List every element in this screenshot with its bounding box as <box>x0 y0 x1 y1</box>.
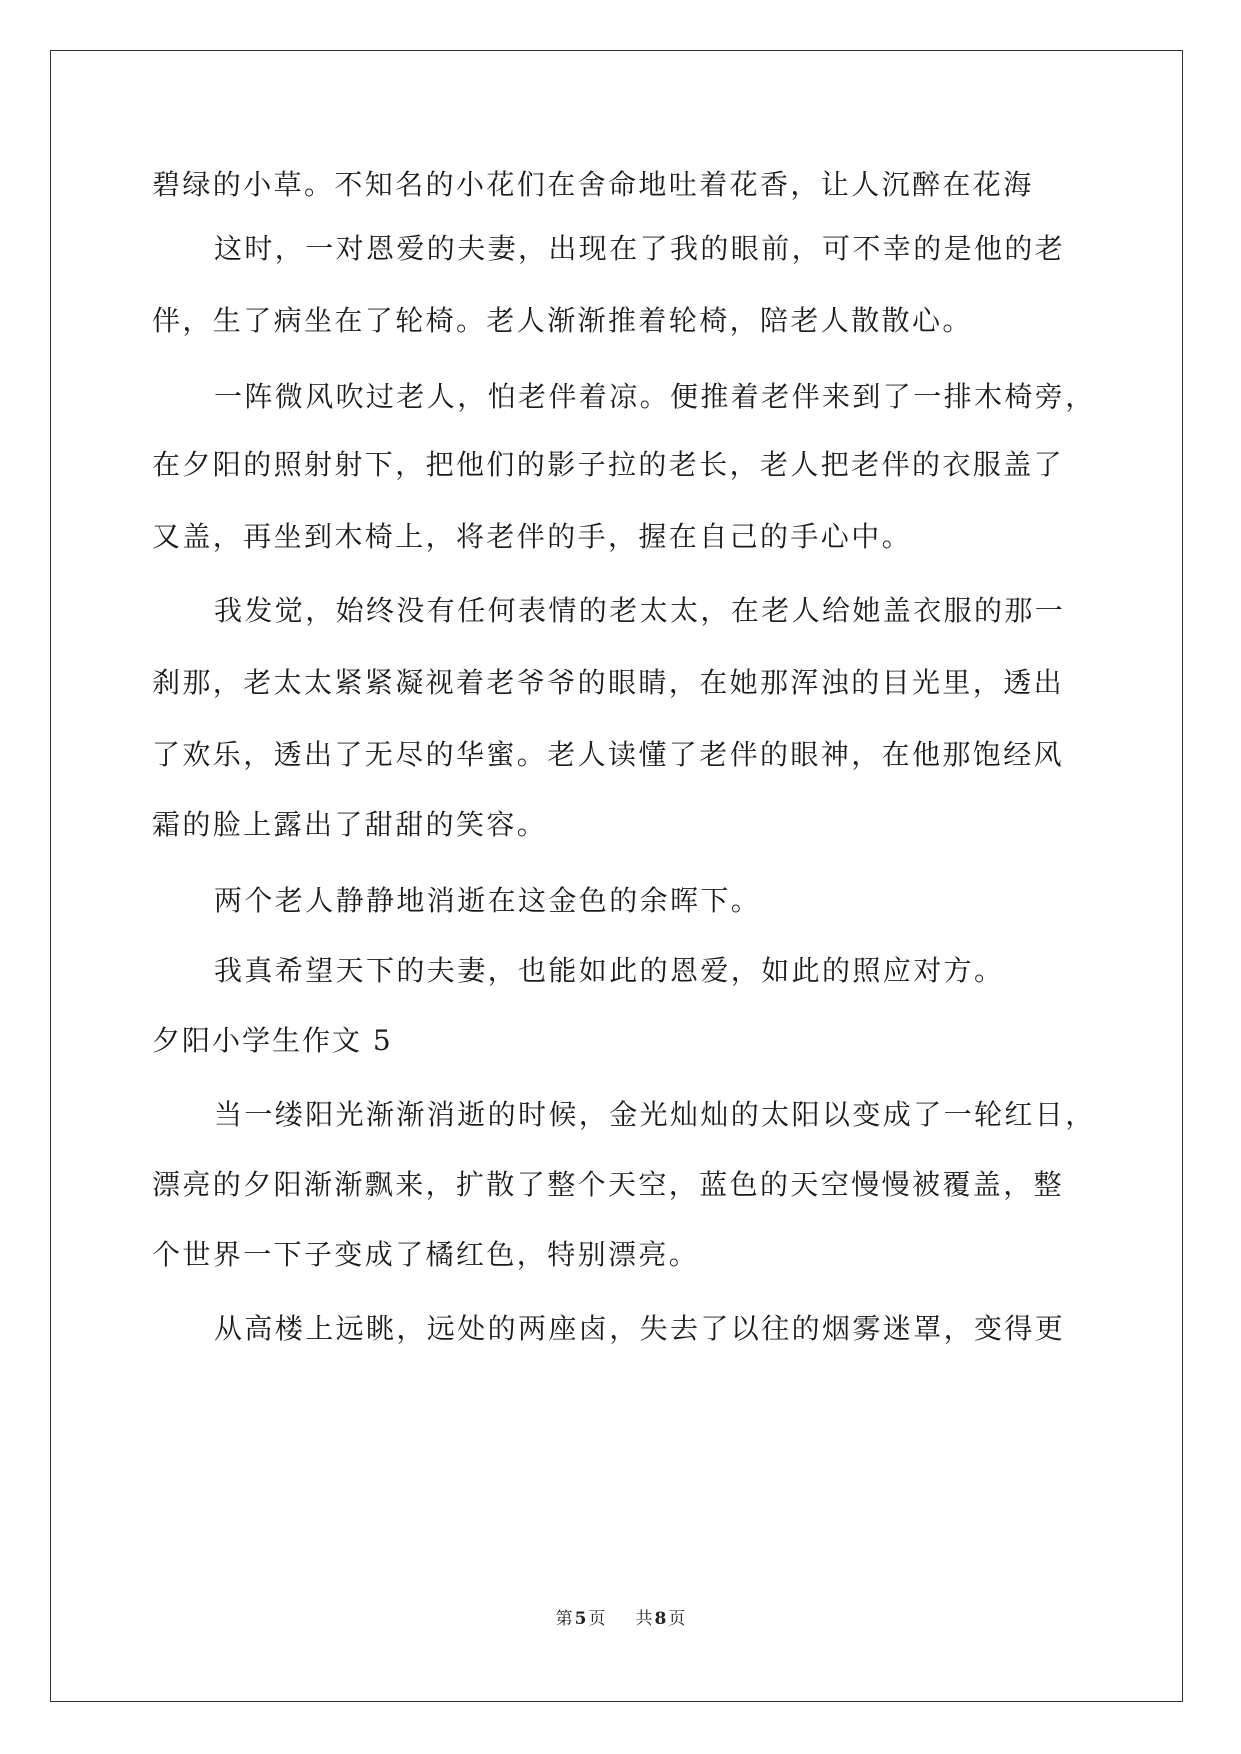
section-heading: 夕阳小学生作文 5 <box>152 1024 393 1057</box>
page-prefix: 第 <box>555 1609 573 1629</box>
page-indicator <box>554 1609 608 1629</box>
page-footer <box>0 1604 1241 1629</box>
text-line: 漂亮的夕阳渐渐飘来，扩散了整个天空，蓝色的天空慢慢被覆盖，整 <box>152 1168 1065 1201</box>
paragraph-start-line: 我发觉，始终没有任何表情的老太太，在老人给她盖衣服的那一 <box>214 594 1066 627</box>
text-line: 霜的脸上露出了甜甜的笑容。 <box>152 808 548 841</box>
paragraph-start-line: 一阵微风吹过老人，怕老伴着凉。便推着老伴来到了一排木椅旁， <box>214 380 1096 413</box>
text-line: 碧绿的小草。不知名的小花们在舍命地吐着花香，让人沉醉在花海 <box>152 168 1034 201</box>
total-suffix: 页 <box>668 1609 686 1629</box>
text-line: 个世界一下子变成了橘红色，特别漂亮。 <box>152 1238 700 1271</box>
paragraph-start-line: 两个老人静静地消逝在这金色的余晖下。 <box>214 884 762 917</box>
total-prefix: 共 <box>635 1609 653 1629</box>
paragraph-start-line: 从高楼上远眺，远处的两座卤，失去了以往的烟雾迷罩，变得更 <box>214 1312 1066 1345</box>
paragraph-start-line: 这时，一对恩爱的夫妻，出现在了我的眼前，可不幸的是他的老 <box>214 232 1066 265</box>
page-number: 5 <box>574 1609 587 1629</box>
text-line: 刹那，老太太紧紧凝视着老爷爷的眼睛，在她那浑浊的目光里，透出 <box>152 666 1065 699</box>
paragraph-start-line: 我真希望天下的夫妻，也能如此的恩爱，如此的照应对方。 <box>214 954 1005 987</box>
page-suffix: 页 <box>588 1609 606 1629</box>
text-line: 伴，生了病坐在了轮椅。老人渐渐推着轮椅，陪老人散散心。 <box>152 304 973 337</box>
total-pages-indicator <box>634 1609 688 1629</box>
paragraph-start-line: 当一缕阳光渐渐消逝的时候，金光灿灿的太阳以变成了一轮红日， <box>214 1098 1096 1131</box>
page-border <box>50 50 1183 1702</box>
text-line: 了欢乐，透出了无尽的华蜜。老人读懂了老伴的眼神，在他那饱经风 <box>152 738 1065 771</box>
text-line: 在夕阳的照射射下，把他们的影子拉的老长，老人把老伴的衣服盖了 <box>152 448 1065 481</box>
total-pages-number: 8 <box>654 1609 667 1629</box>
text-line: 又盖，再坐到木椅上，将老伴的手，握在自己的手心中。 <box>152 520 913 553</box>
